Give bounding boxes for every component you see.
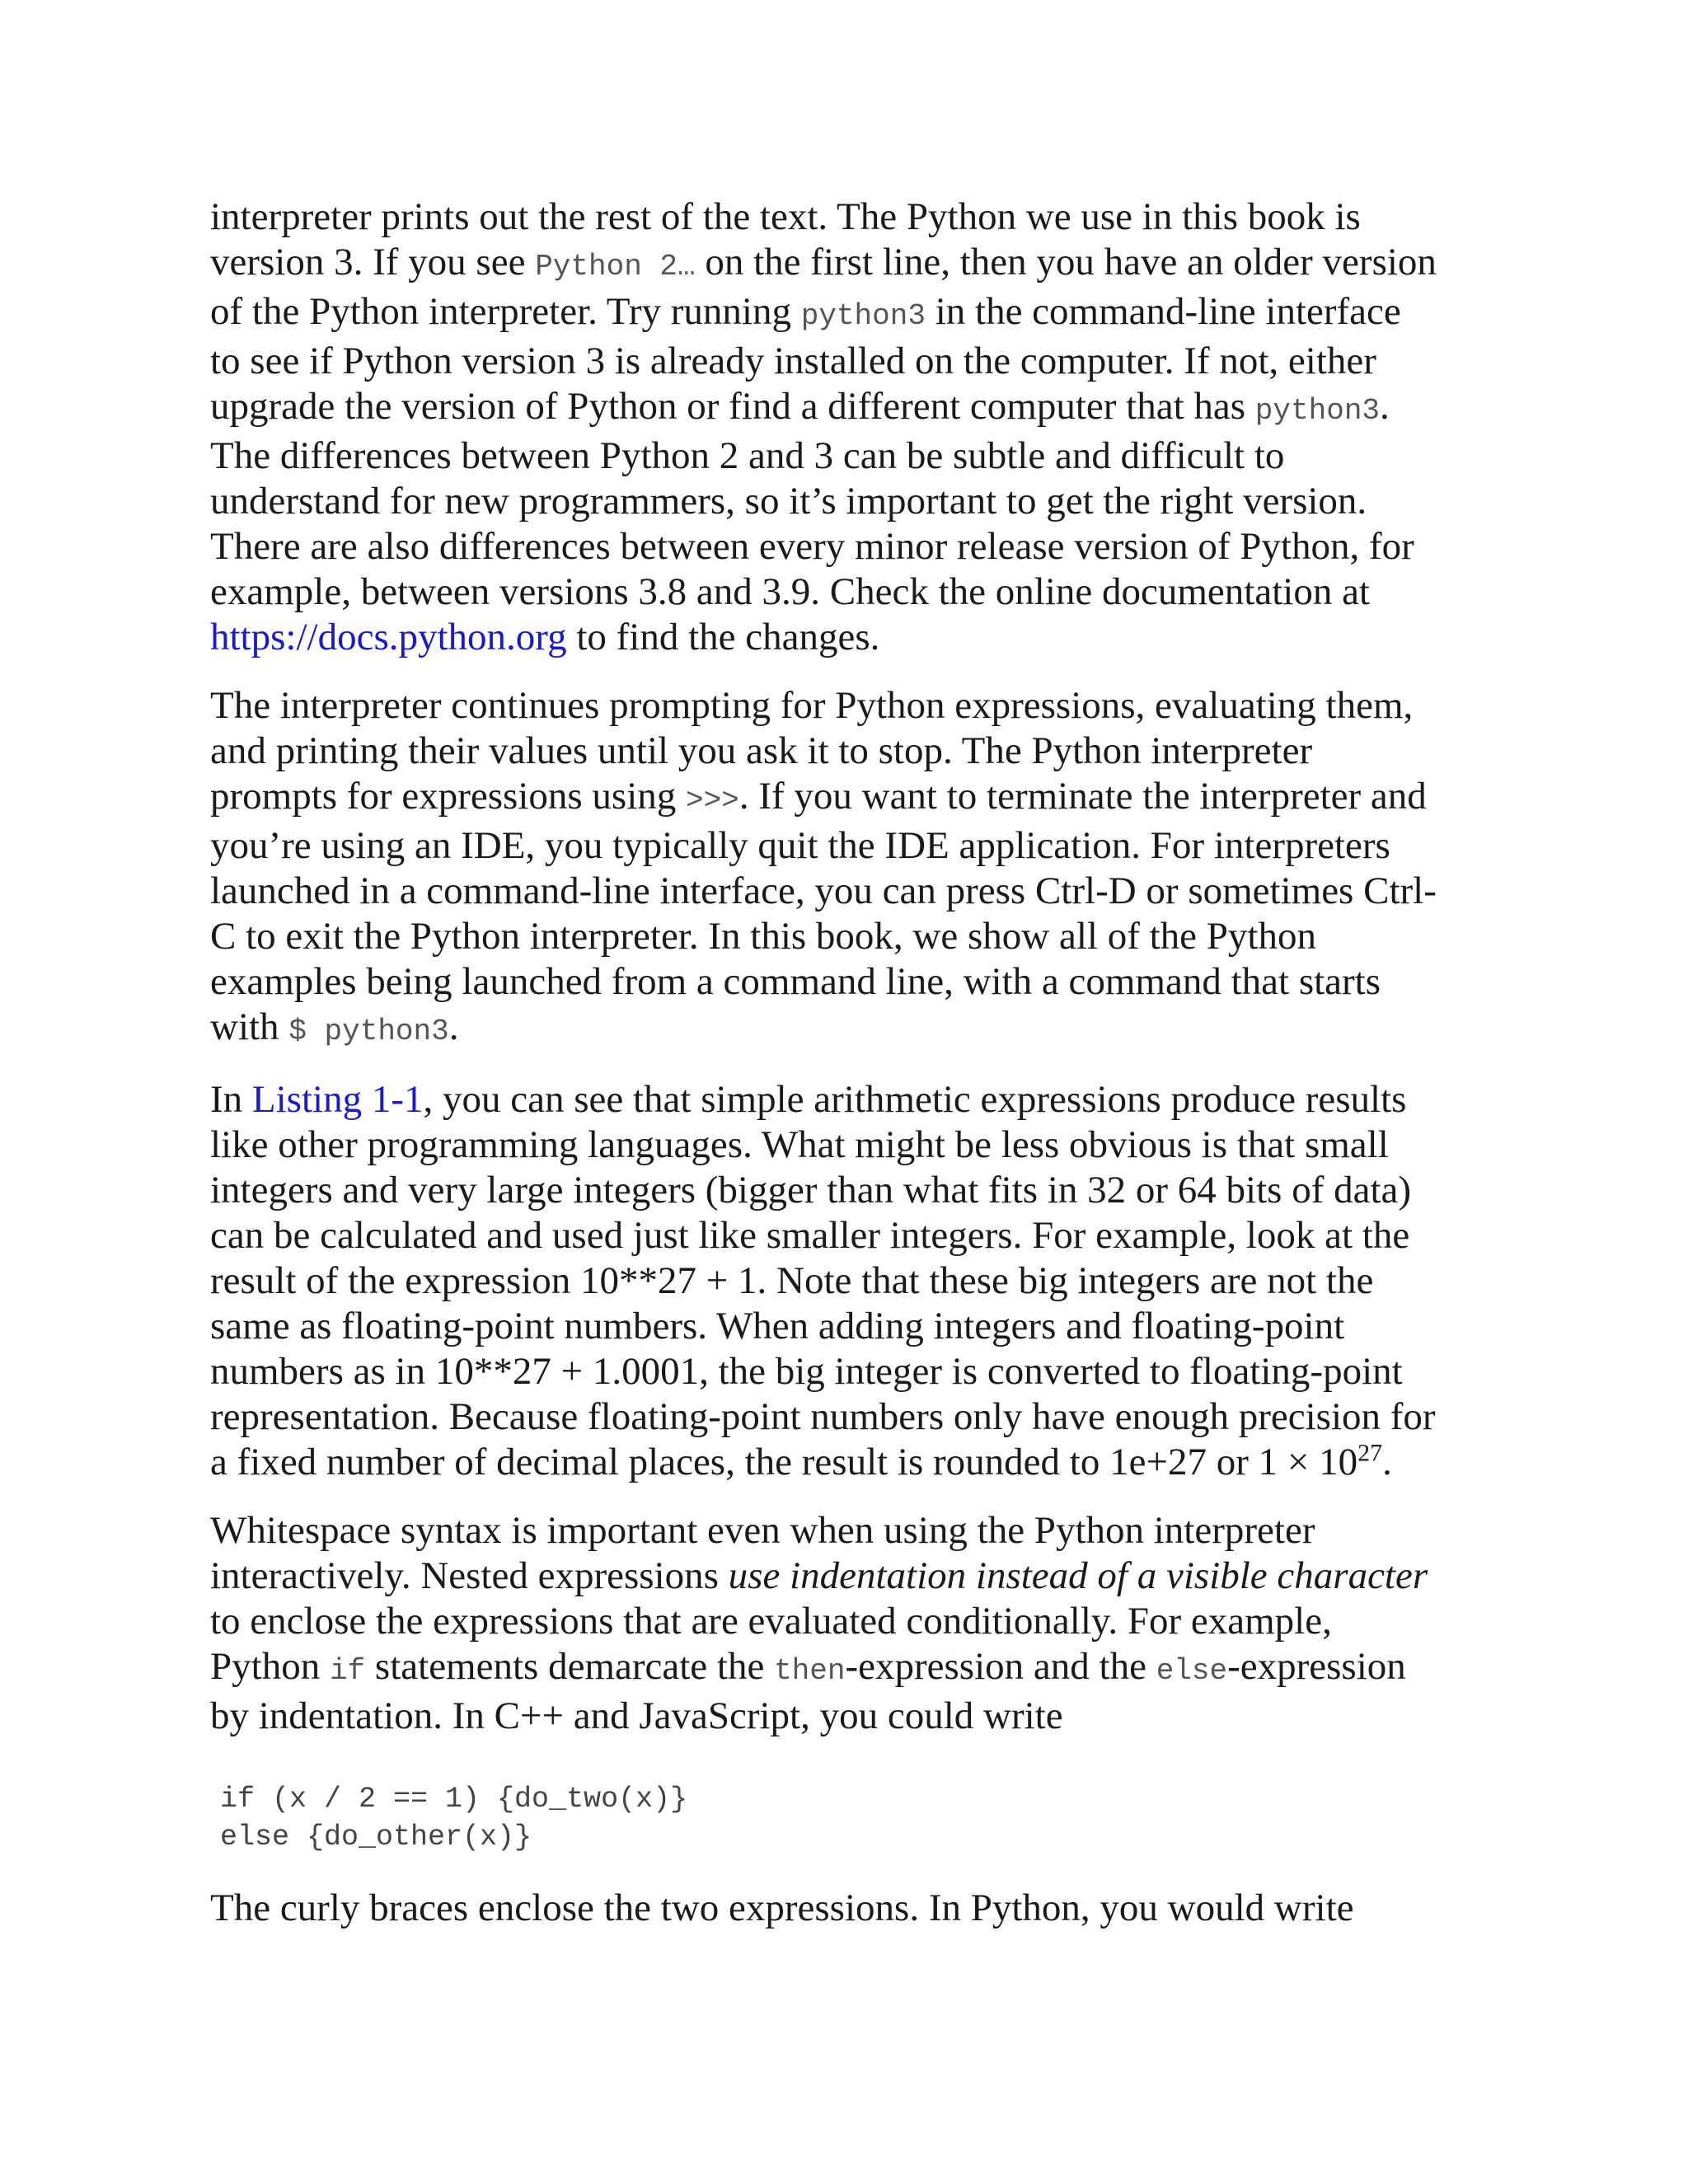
exponent: 27 [1357, 1439, 1383, 1467]
code-line: if (x / 2 == 1) {do_two(x)} [220, 1783, 688, 1816]
text-run: of the Python interpreter. Try running [210, 290, 801, 333]
text-line [210, 1440, 1496, 1485]
text-line [210, 1005, 1496, 1054]
listing-1-1-link[interactable]: Listing 1-1 [251, 1078, 424, 1121]
text-line: numbers as in 10**27 + 1.0001, the big integer is converted to floating-point [210, 1350, 1403, 1393]
emphasis-text: use indentation instead of a visible character [728, 1554, 1428, 1597]
text-run: , you can see that simple arithmetic expressions produce results [423, 1078, 1407, 1121]
text-line: by indentation. In C++ and JavaScript, you could write [210, 1694, 1063, 1737]
text-line: The differences between Python 2 and 3 can be subtle and difficult to [210, 434, 1285, 477]
text-line: to see if Python version 3 is already installed on the computer. If not, either [210, 340, 1376, 382]
text-run: with [210, 1005, 289, 1048]
text-line: to enclose the expressions that are evaluated conditionally. For example, [210, 1600, 1332, 1643]
text-line [210, 1554, 1496, 1599]
text-line: The curly braces enclose the two expressions. In Python, you would write [210, 1886, 1354, 1929]
text-line: result of the expression 10**27 + 1. Note that these big integers are not the [210, 1259, 1374, 1302]
text-line [210, 289, 1496, 339]
text-line: C to exit the Python interpreter. In this book, we show all of the Python [210, 915, 1316, 958]
python-docs-link[interactable]: https://docs.python.org [210, 616, 567, 658]
text-line: There are also differences between every minor release version of Python, for [210, 525, 1414, 568]
inline-code: else [1156, 1654, 1228, 1688]
text-run: a fixed number of decimal places, the result is rounded to 1e+27 or 1 × 10 [210, 1441, 1358, 1483]
inline-code: python3 [1254, 394, 1381, 428]
text-run: -expression [1227, 1645, 1406, 1688]
text-line: you’re using an IDE, you typically quit the IDE application. For interpreters [210, 824, 1390, 867]
text-run: . [1382, 1441, 1392, 1483]
text-line [210, 240, 1496, 289]
text-run: on the first line, then you have an older version [695, 241, 1437, 284]
paragraph-python-version [210, 194, 1496, 660]
text-line: and printing their values until you ask it to stop. The Python interpreter [210, 729, 1313, 772]
text-line [210, 774, 1496, 823]
text-run: upgrade the version of Python or find a different computer that has [210, 385, 1255, 428]
text-line: The interpreter continues prompting for Python expressions, evaluating them, [210, 684, 1414, 727]
text-line: Whitespace syntax is important even when using the Python interpreter [210, 1509, 1315, 1552]
paragraph-interpreter-prompt [210, 683, 1496, 1054]
text-line: examples being launched from a command line, with a command that starts [210, 960, 1381, 1003]
text-run: version 3. If you see [210, 241, 536, 284]
text-line [210, 1644, 1496, 1694]
text-run: in the command-line interface [925, 290, 1401, 333]
code-line: else {do_other(x)} [220, 1821, 532, 1854]
text-run: In [210, 1078, 252, 1121]
text-run: interactively. Nested expressions [210, 1554, 729, 1597]
text-line: same as floating-point numbers. When adding integers and floating-point [210, 1305, 1345, 1347]
code-block [220, 1780, 1496, 1856]
inline-code: >>> [686, 784, 739, 818]
paragraph-arithmetic [210, 1077, 1496, 1485]
inline-code: then [774, 1654, 846, 1688]
inline-code: if [329, 1654, 366, 1688]
text-run: prompts for expressions using [210, 775, 687, 818]
text-line [210, 1077, 1496, 1122]
text-run: . [448, 1005, 459, 1048]
text-line: representation. Because floating-point numbers only have enough precision for [210, 1395, 1436, 1438]
text-run: . If you want to terminate the interpreter and [738, 775, 1427, 818]
text-line: like other programming languages. What might be less obvious is that small [210, 1123, 1389, 1166]
inline-code: python3 [800, 299, 926, 333]
text-run: -expression and the [845, 1645, 1156, 1688]
text-line: understand for new programmers, so it’s important to get the right version. [210, 480, 1367, 523]
text-run: . [1380, 385, 1390, 428]
text-line: interpreter prints out the rest of the text. The Python we use in this book is [210, 195, 1361, 238]
inline-code: $ python3 [288, 1015, 449, 1048]
text-line [210, 615, 1496, 660]
text-run: statements demarcate the [365, 1645, 775, 1688]
paragraph-whitespace [210, 1508, 1496, 1739]
text-line [210, 384, 1496, 434]
text-line: can be calculated and used just like smaller integers. For example, look at the [210, 1214, 1410, 1257]
paragraph-curly-braces [210, 1886, 1496, 1931]
page-body [210, 194, 1496, 1954]
text-line: integers and very large integers (bigger than what fits in 32 or 64 bits of data) [210, 1169, 1412, 1212]
text-line: launched in a command-line interface, you can press Ctrl-D or sometimes Ctrl- [210, 869, 1437, 912]
inline-code: Python 2… [535, 250, 696, 284]
text-line: example, between versions 3.8 and 3.9. Check the online documentation at [210, 570, 1370, 613]
text-run: to find the changes. [566, 616, 880, 658]
text-run: Python [210, 1645, 330, 1688]
